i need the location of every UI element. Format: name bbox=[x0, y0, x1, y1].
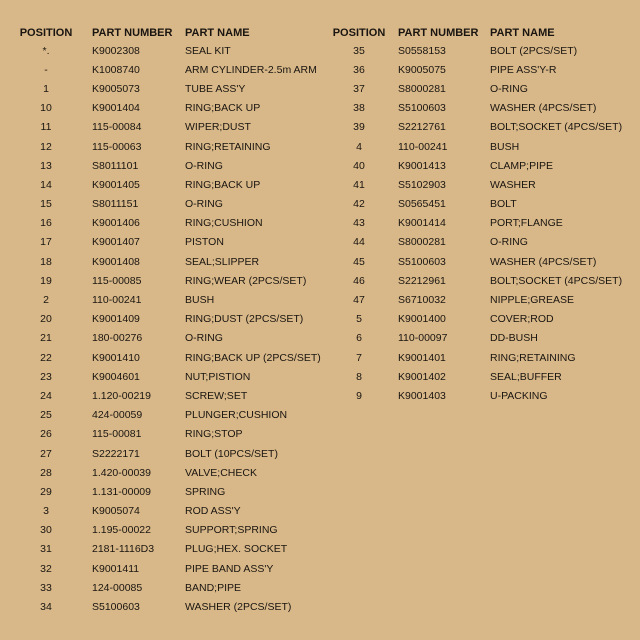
position-cell: 2 bbox=[43, 294, 49, 307]
part-name-cell: BOLT;SOCKET (4PCS/SET) bbox=[490, 121, 623, 134]
part-number-cell: K9001405 bbox=[92, 178, 140, 191]
part-number-cell: K9001410 bbox=[92, 351, 140, 364]
position-cell: 41 bbox=[353, 178, 365, 191]
table-row bbox=[320, 156, 640, 175]
table-row bbox=[0, 99, 321, 118]
part-name-cell: WASHER (4PCS/SET) bbox=[490, 255, 597, 268]
position-cell: 31 bbox=[40, 543, 52, 556]
part-number-cell: S2212761 bbox=[398, 121, 446, 134]
position-cell: 5 bbox=[356, 313, 362, 326]
position-cell: 13 bbox=[40, 159, 52, 172]
table-row bbox=[0, 290, 321, 309]
part-name-cell: DD-BUSH bbox=[490, 332, 538, 345]
part-name-cell: BOLT bbox=[490, 198, 517, 211]
table-row bbox=[0, 348, 321, 367]
part-name-cell: O-RING bbox=[185, 332, 223, 345]
table-row bbox=[0, 521, 321, 540]
position-cell: 22 bbox=[40, 351, 52, 364]
part-name-cell: O-RING bbox=[185, 198, 223, 211]
position-cell: 9 bbox=[356, 389, 362, 402]
part-name-cell: SCREW;SET bbox=[185, 389, 248, 402]
table-row bbox=[0, 329, 321, 348]
part-number-cell: S8000281 bbox=[398, 82, 446, 95]
position-cell: 3 bbox=[43, 505, 49, 518]
table-row bbox=[0, 578, 321, 597]
table-row bbox=[0, 79, 321, 98]
table-row bbox=[320, 195, 640, 214]
part-number-cell: K9001407 bbox=[92, 236, 140, 249]
table-row bbox=[0, 540, 321, 559]
part-number-cell: 1.131-00009 bbox=[92, 485, 151, 498]
part-name-cell: COVER;ROD bbox=[490, 313, 554, 326]
part-name-cell: RING;BACK UP bbox=[185, 178, 261, 191]
part-number-cell: K9001411 bbox=[92, 562, 140, 575]
part-name-cell: RING;WEAR (2PCS/SET) bbox=[185, 274, 307, 287]
part-number-cell: K9001409 bbox=[92, 313, 140, 326]
position-cell: 20 bbox=[40, 313, 52, 326]
table-row bbox=[0, 425, 321, 444]
part-name-cell: U-PACKING bbox=[490, 389, 548, 402]
part-number-cell: S2212961 bbox=[398, 274, 446, 287]
part-number-cell: K9001403 bbox=[398, 389, 446, 402]
position-cell: 38 bbox=[353, 102, 365, 115]
position-cell: 4 bbox=[356, 140, 362, 153]
part-number-cell: 110-00241 bbox=[398, 140, 448, 153]
position-cell: 7 bbox=[356, 351, 362, 364]
part-number-cell: S0558153 bbox=[398, 44, 446, 57]
part-name-cell: PISTON bbox=[185, 236, 224, 249]
part-number-cell: K9001401 bbox=[398, 351, 446, 364]
position-cell: 29 bbox=[40, 485, 52, 498]
position-cell: - bbox=[44, 63, 48, 76]
position-cell: 16 bbox=[40, 217, 52, 230]
part-name-cell: WASHER (2PCS/SET) bbox=[185, 601, 292, 614]
part-name-cell: BOLT (2PCS/SET) bbox=[490, 44, 578, 57]
table-row bbox=[320, 99, 640, 118]
position-cell: 33 bbox=[40, 581, 52, 594]
position-header: POSITION bbox=[19, 26, 73, 39]
table-row bbox=[0, 310, 321, 329]
table-row bbox=[320, 233, 640, 252]
position-cell: 15 bbox=[40, 198, 52, 211]
part-number-cell: S8000281 bbox=[398, 236, 446, 249]
position-cell: 42 bbox=[353, 198, 365, 211]
table-row bbox=[0, 463, 321, 482]
part-name-cell: WASHER bbox=[490, 178, 536, 191]
part-name-cell: BOLT;SOCKET (4PCS/SET) bbox=[490, 274, 623, 287]
part-number-cell: S5100603 bbox=[398, 102, 446, 115]
position-cell: 17 bbox=[40, 236, 52, 249]
table-row bbox=[320, 271, 640, 290]
part-number-cell: S8011151 bbox=[92, 198, 139, 211]
part-name-cell: CLAMP;PIPE bbox=[490, 159, 554, 172]
table-row bbox=[0, 367, 321, 386]
position-cell: 26 bbox=[40, 428, 52, 441]
part-name-cell: NIPPLE;GREASE bbox=[490, 294, 575, 307]
position-cell: 25 bbox=[40, 409, 52, 422]
part-number-cell: 424-00059 bbox=[92, 409, 143, 422]
part-number-cell: 124-00085 bbox=[92, 581, 143, 594]
position-cell: 11 bbox=[40, 121, 52, 134]
table-row bbox=[0, 156, 321, 175]
part-number-cell: 110-00097 bbox=[398, 332, 448, 345]
position-cell: 32 bbox=[40, 562, 52, 575]
table-row bbox=[320, 252, 640, 271]
part-number-cell: K9001406 bbox=[92, 217, 140, 230]
part-number-cell: 110-00241 bbox=[92, 294, 142, 307]
part-name-cell: RING;DUST (2PCS/SET) bbox=[185, 313, 304, 326]
table-row bbox=[0, 386, 321, 405]
part-number-cell: K9005074 bbox=[92, 505, 140, 518]
part-name-cell: WASHER (4PCS/SET) bbox=[490, 102, 597, 115]
table-row bbox=[320, 329, 640, 348]
part-number-cell: S5100603 bbox=[398, 255, 446, 268]
part-name-cell: RING;RETAINING bbox=[185, 140, 271, 153]
part-name-cell: SEAL KIT bbox=[185, 44, 231, 57]
right-parts-column bbox=[320, 24, 640, 406]
table-row bbox=[0, 175, 321, 194]
position-cell: 10 bbox=[40, 102, 52, 115]
position-cell: 8 bbox=[356, 370, 362, 383]
parts-table-left bbox=[0, 24, 321, 617]
part-name-cell: BAND;PIPE bbox=[185, 581, 242, 594]
table-row bbox=[320, 310, 640, 329]
table-row bbox=[0, 137, 321, 156]
part-number-cell: K9001400 bbox=[398, 313, 446, 326]
table-row bbox=[0, 252, 321, 271]
parts-table-right bbox=[320, 24, 640, 406]
position-cell: 44 bbox=[353, 236, 365, 249]
part-number-header: PART NUMBER bbox=[398, 26, 479, 39]
part-number-cell: K9001404 bbox=[92, 102, 140, 115]
part-number-cell: 115-00063 bbox=[92, 140, 142, 153]
part-name-cell: VALVE;CHECK bbox=[185, 466, 257, 479]
part-number-cell: K9005075 bbox=[398, 63, 446, 76]
table-header-row bbox=[0, 24, 321, 41]
part-name-cell: SEAL;SLIPPER bbox=[185, 255, 260, 268]
parts-table-left-body bbox=[0, 41, 321, 617]
position-cell: *. bbox=[42, 44, 50, 57]
position-cell: 14 bbox=[40, 178, 52, 191]
part-name-cell: O-RING bbox=[490, 82, 528, 95]
part-number-cell: 2181-1116D3 bbox=[92, 543, 155, 556]
part-number-header: PART NUMBER bbox=[92, 26, 173, 39]
part-number-cell: S2222171 bbox=[92, 447, 140, 460]
table-row bbox=[0, 406, 321, 425]
position-cell: 6 bbox=[356, 332, 362, 345]
part-number-cell: K9001408 bbox=[92, 255, 140, 268]
part-name-header: PART NAME bbox=[490, 26, 555, 39]
part-number-cell: K1008740 bbox=[92, 63, 140, 76]
table-row bbox=[320, 348, 640, 367]
table-row bbox=[0, 559, 321, 578]
part-name-cell: SUPPORT;SPRING bbox=[185, 524, 278, 537]
part-name-cell: PLUG;HEX. SOCKET bbox=[185, 543, 288, 556]
part-number-cell: 1.195-00022 bbox=[92, 524, 151, 537]
part-number-cell: K9001413 bbox=[398, 159, 446, 172]
part-number-cell: 1.120-00219 bbox=[92, 389, 151, 402]
table-row bbox=[320, 214, 640, 233]
part-number-cell: 180-00276 bbox=[92, 332, 143, 345]
part-name-header: PART NAME bbox=[185, 26, 250, 39]
table-row bbox=[0, 482, 321, 501]
part-name-cell: SEAL;BUFFER bbox=[490, 370, 562, 383]
part-number-cell: K9002308 bbox=[92, 44, 140, 57]
position-cell: 30 bbox=[40, 524, 52, 537]
table-row bbox=[0, 118, 321, 137]
position-cell: 1 bbox=[43, 82, 49, 95]
table-row bbox=[320, 386, 640, 405]
part-name-cell: PIPE BAND ASS'Y bbox=[185, 562, 274, 575]
position-cell: 45 bbox=[353, 255, 365, 268]
part-name-cell: O-RING bbox=[185, 159, 223, 172]
table-row bbox=[320, 41, 640, 60]
position-cell: 37 bbox=[353, 82, 365, 95]
table-row bbox=[0, 195, 321, 214]
part-name-cell: O-RING bbox=[490, 236, 528, 249]
part-number-cell: S5102903 bbox=[398, 178, 446, 191]
part-number-cell: K9001402 bbox=[398, 370, 446, 383]
part-number-cell: K9004601 bbox=[92, 370, 140, 383]
position-cell: 19 bbox=[40, 274, 52, 287]
part-name-cell: ROD ASS'Y bbox=[185, 505, 241, 518]
part-name-cell: BUSH bbox=[490, 140, 520, 153]
part-number-cell: K9005073 bbox=[92, 82, 140, 95]
part-name-cell: PORT;FLANGE bbox=[490, 217, 563, 230]
position-cell: 43 bbox=[353, 217, 365, 230]
table-row bbox=[320, 367, 640, 386]
table-row bbox=[0, 214, 321, 233]
parts-table-right-body bbox=[320, 41, 640, 406]
part-name-cell: SPRING bbox=[185, 485, 226, 498]
part-number-cell: 115-00081 bbox=[92, 428, 142, 441]
position-cell: 24 bbox=[40, 389, 52, 402]
table-row bbox=[320, 290, 640, 309]
position-cell: 46 bbox=[353, 274, 365, 287]
table-row bbox=[0, 233, 321, 252]
part-name-cell: BOLT (10PCS/SET) bbox=[185, 447, 278, 460]
position-cell: 12 bbox=[40, 140, 52, 153]
position-cell: 35 bbox=[353, 44, 365, 57]
part-number-cell: 1.420-00039 bbox=[92, 466, 151, 479]
left-parts-column bbox=[0, 24, 321, 617]
part-number-cell: S0565451 bbox=[398, 198, 446, 211]
part-number-cell: S6710032 bbox=[398, 294, 446, 307]
part-number-cell: S8011101 bbox=[92, 159, 139, 172]
position-cell: 34 bbox=[40, 601, 52, 614]
part-name-cell: ARM CYLINDER-2.5m ARM bbox=[185, 63, 317, 76]
position-header: POSITION bbox=[332, 26, 386, 39]
part-name-cell: BUSH bbox=[185, 294, 215, 307]
position-cell: 28 bbox=[40, 466, 52, 479]
position-cell: 40 bbox=[353, 159, 365, 172]
part-name-cell: RING;RETAINING bbox=[490, 351, 576, 364]
position-cell: 39 bbox=[353, 121, 365, 134]
part-name-cell: RING;BACK UP bbox=[185, 102, 261, 115]
position-cell: 23 bbox=[40, 370, 52, 383]
table-row bbox=[320, 118, 640, 137]
position-cell: 27 bbox=[40, 447, 52, 460]
part-number-cell: 115-00085 bbox=[92, 274, 142, 287]
table-row bbox=[320, 137, 640, 156]
part-name-cell: WIPER;DUST bbox=[185, 121, 251, 134]
table-row bbox=[320, 60, 640, 79]
part-name-cell: NUT;PISTION bbox=[185, 370, 251, 383]
part-number-cell: K9001414 bbox=[398, 217, 446, 230]
table-header-row bbox=[320, 24, 640, 41]
table-row bbox=[320, 175, 640, 194]
table-row bbox=[0, 444, 321, 463]
part-name-cell: RING;STOP bbox=[185, 428, 243, 441]
table-row bbox=[0, 41, 321, 60]
table-row bbox=[320, 79, 640, 98]
table-row bbox=[0, 271, 321, 290]
part-name-cell: RING;BACK UP (2PCS/SET) bbox=[185, 351, 321, 364]
position-cell: 21 bbox=[40, 332, 52, 345]
table-row bbox=[0, 597, 321, 616]
part-name-cell: RING;CUSHION bbox=[185, 217, 263, 230]
position-cell: 36 bbox=[353, 63, 365, 76]
part-name-cell: PLUNGER;CUSHION bbox=[185, 409, 288, 422]
part-name-cell: PIPE ASS'Y-R bbox=[490, 63, 557, 76]
position-cell: 18 bbox=[40, 255, 52, 268]
table-row bbox=[0, 502, 321, 521]
table-row bbox=[0, 60, 321, 79]
part-number-cell: S5100603 bbox=[92, 601, 140, 614]
part-name-cell: TUBE ASS'Y bbox=[185, 82, 246, 95]
part-number-cell: 115-00084 bbox=[92, 121, 142, 134]
position-cell: 47 bbox=[353, 294, 365, 307]
